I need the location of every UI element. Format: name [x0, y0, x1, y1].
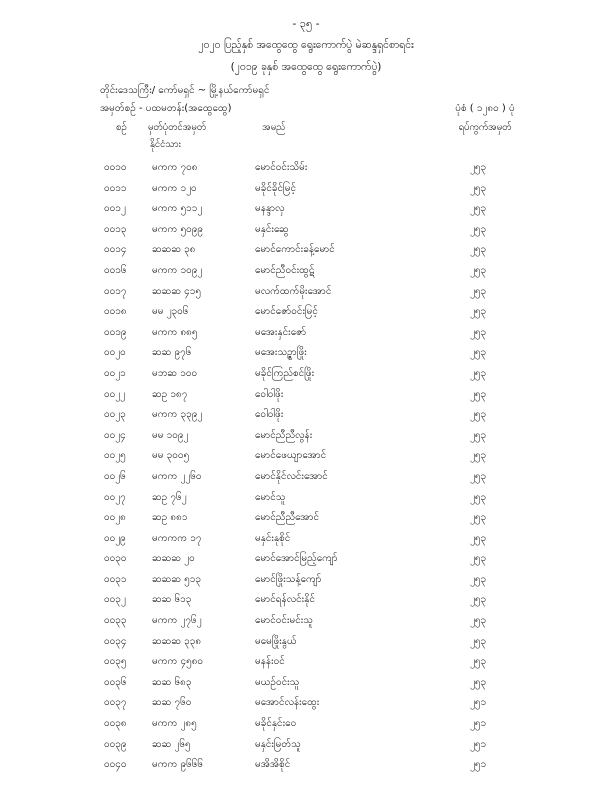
voter-name: မောင်ညီဝင်းထွဋ်: [255, 264, 315, 276]
table-row: [0, 589, 612, 610]
voter-name: မောင်ဖေယျာအောင်: [255, 450, 327, 462]
table-row: [0, 487, 612, 508]
registration-number: ဆဆ ၉၇၆: [152, 347, 192, 359]
voter-name: မအိအိစိုင်: [255, 759, 291, 771]
registration-number: မကက ၅၀၉၉: [152, 223, 203, 235]
table-row: [0, 466, 612, 487]
ward-number: ၂၅၃: [470, 182, 487, 194]
row-number: ၀၀၃၀: [104, 553, 127, 565]
ward-number: ၂၅၃: [470, 223, 487, 235]
registration-number: မကက ၇၀၈: [152, 162, 198, 173]
ward-number: ၂၅၃: [470, 573, 487, 585]
row-number: ၀၀၃၉: [104, 738, 127, 750]
row-number: ၀၀၁၂: [104, 203, 126, 215]
ward-number: ၂၅၃: [470, 429, 487, 441]
row-number: ၀၀၂၂: [104, 388, 126, 400]
registration-number: ဆဆဆ ၂၀: [152, 553, 195, 565]
voter-name: ဝေါဝါဖိုး: [255, 388, 284, 400]
registration-number: မကက ၅၁၁၂: [152, 203, 203, 215]
ward-number: ၂၅၃: [470, 409, 487, 421]
voter-name: မခိုင်နှင်းဝေ: [255, 718, 297, 730]
table-row: [0, 754, 612, 775]
voter-name: မနှင်းဆွေ: [255, 223, 289, 235]
voter-name: မယဉ်ဝင်းသူ: [255, 676, 300, 688]
column-header-name: အမည်: [262, 122, 286, 133]
registration-number: ဆဆ ၆၁၃: [152, 594, 192, 606]
row-number: ၀၀၁၆: [104, 264, 127, 276]
registration-number: ဆဥ ၁၈၇: [152, 388, 188, 400]
voter-name: မခိုင်ခိုင်မြင့်: [255, 182, 296, 194]
table-row: [0, 692, 612, 713]
ward-number: ၂၅၃: [470, 676, 487, 688]
voter-name: မောင်သူ: [255, 491, 286, 503]
row-number: ၀၀၁၇: [104, 285, 127, 297]
voter-name: မနန်းဝင်: [255, 656, 285, 668]
row-number: ၀၀၂၇: [104, 491, 126, 503]
page-number: - ၃၅ -: [292, 17, 320, 30]
voter-name: မလက်ထက်မိုးအောင်: [255, 285, 332, 297]
ward-number: ၂၅၃: [470, 203, 487, 215]
voter-name: မနှင်းနုစိုင်: [255, 532, 291, 544]
ward-number: ၂၅၃: [470, 594, 487, 606]
voter-name: မမေဖြိုးနွယ်: [255, 635, 297, 647]
row-number: ၀၀၃၄: [104, 635, 127, 647]
registration-number: မဘဆ ၁၀၀: [152, 367, 198, 379]
ward-number: ၂၅၃: [470, 347, 487, 359]
ward-number: ၂၅၃: [470, 635, 487, 647]
table-row: [0, 322, 612, 343]
row-number: ၀၀၁၁: [104, 182, 127, 194]
registration-number: ဆဆ ၂၆၅: [152, 738, 191, 750]
voter-name: မအေးနှင်းဇော်: [255, 326, 307, 338]
row-number: ၀၀၂၆: [104, 470, 126, 482]
voter-name: မောင်ဝင်းမင်းသူ: [255, 615, 313, 627]
registration-number: မကက ၂၇၆၂: [152, 615, 202, 627]
registration-number: မကက ၁၀၉၂: [152, 264, 203, 276]
ward-number: ၂၅၃: [470, 388, 487, 400]
ward-number: ၂၅၃: [470, 162, 487, 173]
document-subtitle: (၂၀၁၉ ခုနှစ် အထွေထွေ ရွေးကောက်ပွဲ): [230, 61, 382, 73]
row-number: ၀၀၄၀: [104, 759, 127, 771]
registration-number: ဆဆဆ ၃၈: [152, 244, 196, 256]
table-row: [0, 734, 612, 755]
ward-number: ၂၅၃: [470, 512, 487, 524]
table-row: [0, 631, 612, 652]
voter-list: [0, 157, 612, 775]
registration-number: ဆဥ ၈၈၁: [152, 512, 188, 524]
row-number: ၀၀၃၇: [104, 697, 127, 709]
row-number: ၀၀၃၃: [104, 615, 127, 627]
voter-name: မောင်ရန်လင်းနိုင်: [255, 594, 315, 606]
voter-name: မခိုင်ကြည်စင်ဖြိုး: [255, 367, 315, 379]
column-header-no: စဉ်: [116, 122, 127, 133]
ward-number: ၂၅၃: [470, 553, 487, 565]
registration-number: ဆဥ ၇၆၂: [152, 491, 187, 503]
registration-number: ဆဆ ၇၆၀: [152, 697, 192, 709]
row-number: ၀၀၁၃: [104, 223, 127, 235]
column-header-reg: မှတ်ပုံတင်အမှတ်: [148, 122, 207, 133]
ward-number: ၂၅၃: [470, 470, 487, 482]
row-number: ၀၀၁၉: [104, 326, 127, 338]
voter-name: မနန္ဒာလှ: [255, 203, 285, 215]
table-row: [0, 260, 612, 281]
registration-number: ဆဆဆ ၅၁၃: [152, 573, 202, 585]
ward-number: ၂၅၁: [470, 759, 487, 771]
voter-name: မအေးသဉ္ဇာဖြိုး: [255, 347, 307, 359]
ward-number: ၂၅၃: [470, 285, 487, 297]
table-row: [0, 239, 612, 260]
table-row: [0, 651, 612, 672]
voter-name: မောင်ညီညီလွန်း: [255, 429, 313, 441]
voter-name: ဝေါဝါဖိုး: [255, 409, 284, 421]
row-number: ၀၀၂၃: [104, 409, 126, 421]
voter-name: မနှင်းမြတ်သူ: [255, 738, 301, 750]
registration-number: မကက ၄၅၈၀: [152, 656, 204, 668]
registration-number: မမ ၂၃၀၆: [152, 306, 189, 318]
row-number: ၀၀၁၀: [104, 162, 127, 173]
ward-number: ၂၅၁: [470, 718, 487, 730]
registration-number: မမ ၁၀၉၂: [152, 429, 189, 441]
voter-name: မအောင်လန်းထွေး: [255, 697, 320, 709]
voter-name: မောင်ညီညီအောင်: [255, 512, 320, 524]
registration-number: ဆဆ ၆၈၃: [152, 676, 192, 688]
table-row: [0, 569, 612, 590]
ward-number: ၂၅၃: [470, 491, 487, 503]
row-number: ၀၀၃၁: [104, 573, 127, 585]
table-row: [0, 342, 612, 363]
table-row: [0, 713, 612, 734]
registration-number: မကက ၃၃၉၂: [152, 409, 203, 421]
table-row: [0, 610, 612, 631]
table-row: [0, 157, 612, 178]
row-number: ၀၀၃၂: [104, 594, 126, 606]
voter-name: မောင်နိုင်လင်းအောင်: [255, 470, 328, 482]
row-number: ၀၀၁၄: [104, 244, 127, 256]
table-row: [0, 425, 612, 446]
voter-name: မောင်ဇော်ဝင်းမြင့်: [255, 306, 318, 318]
table-row: [0, 301, 612, 322]
region-line: တိုင်းဒေသကြီး/ ကော်မရှင် ~ မြို့နယ်ကော်မရှင်: [100, 85, 270, 96]
table-row: [0, 507, 612, 528]
table-row: [0, 672, 612, 693]
row-number: ၀၀၂၉: [104, 532, 126, 544]
ward-number: ၂၅၃: [470, 615, 487, 627]
ward-number: ၂၅၃: [470, 450, 487, 462]
table-row: [0, 178, 612, 199]
row-number: ၀၀၂၁: [104, 367, 126, 379]
registration-number: မကကက ၁၇: [152, 532, 202, 544]
ward-number: ၂၅၃: [470, 326, 487, 338]
row-number: ၀၀၃၈: [104, 718, 127, 730]
ward-number: ၂၅၁: [470, 738, 487, 750]
table-row: [0, 528, 612, 549]
column-header-ward: ရပ်ကွက်အမှတ်: [458, 122, 512, 133]
ward-number: ၂၅၃: [470, 264, 487, 276]
registration-number: ဆဆဆ ၃၃၈: [152, 635, 202, 647]
registration-number: မကက ၈၈၅: [152, 326, 198, 338]
column-header-reg-sub: နိုင်ငံသား: [150, 139, 181, 150]
header-right: ပုံစံ ( ၁၂၈၀ ) ပုံ: [455, 103, 515, 114]
table-row: [0, 548, 612, 569]
row-number: ၀၀၁၈: [104, 306, 127, 318]
ward-number: ၂၅၃: [470, 367, 487, 379]
voter-name: မောင်ဖြိုးသန့်ကျော်: [255, 573, 322, 585]
voter-name: မောင်ဝင်းသိမ်း: [255, 162, 308, 173]
row-number: ၀၀၂၄: [104, 429, 126, 441]
row-number: ၀၀၃၅: [104, 656, 127, 668]
header-left: အမှတ်စဉ် - ပထမတန်း(အထွေထွေ): [100, 103, 232, 114]
row-number: ၀၀၂၀: [104, 347, 126, 359]
ward-number: ၂၅၃: [470, 244, 487, 256]
table-row: [0, 445, 612, 466]
row-number: ၀၀၂၈: [104, 512, 126, 524]
ward-number: ၂၅၃: [470, 532, 487, 544]
ward-number: ၂၅၃: [470, 656, 487, 668]
table-row: [0, 384, 612, 405]
row-number: ၀၀၂၅: [104, 450, 126, 462]
table-row: [0, 404, 612, 425]
table-row: [0, 363, 612, 384]
table-row: [0, 219, 612, 240]
row-number: ၀၀၃၆: [104, 676, 127, 688]
registration-number: မကက ၂၈၅: [152, 718, 197, 730]
document-title: ၂၀၂၀ ပြည့်နှစ် အထွေထွေ ရွေးကောက်ပွဲ မဲဆန္ဒရှင်စာရင်း: [198, 39, 414, 51]
registration-number: ဆဆဆ ၄၁၅: [152, 285, 202, 297]
registration-number: မကက ၉၆၆၆: [152, 759, 203, 771]
table-row: [0, 198, 612, 219]
ward-number: ၂၅၁: [470, 697, 487, 709]
voter-name: မောင်အောင်မြည့်ကျော်: [255, 553, 338, 565]
registration-number: မမ ၃၀၀၅: [152, 450, 190, 462]
voter-name: မောင်ကောင်းခန့်မောင်: [255, 244, 335, 256]
table-row: [0, 281, 612, 302]
registration-number: မကက ၁၂၀: [152, 182, 197, 194]
ward-number: ၂၅၃: [470, 306, 487, 318]
registration-number: မကက ၂၂၆၀: [152, 470, 202, 482]
